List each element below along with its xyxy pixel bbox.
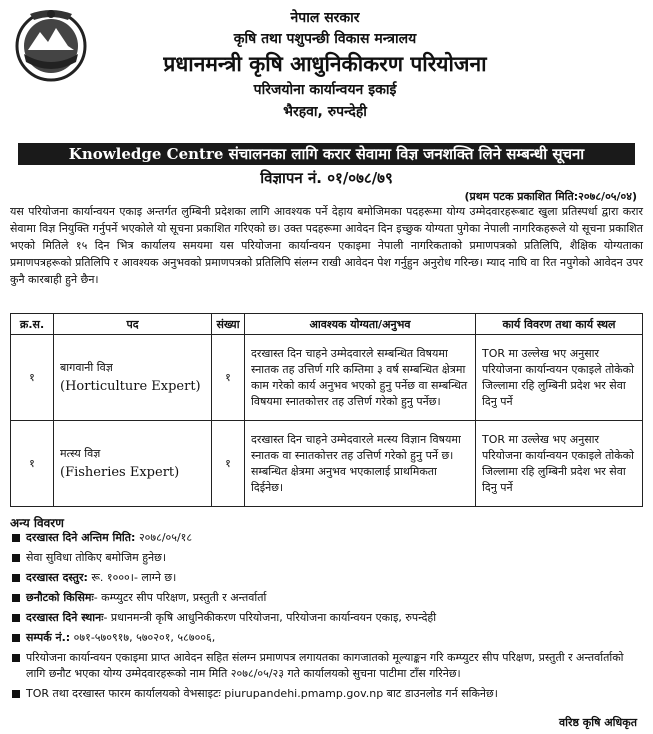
other-details-title: अन्य विवरण (10, 516, 64, 530)
detail-label: दरखास्त दिने स्थानः (26, 611, 104, 624)
table-row (11, 335, 643, 421)
list-item (10, 550, 643, 566)
posts-table (10, 313, 643, 507)
detail-label: छनौटको किसिमः (26, 591, 94, 604)
detail-label: दरखास्त दस्तुर: (26, 571, 88, 584)
header-sn: क्र.स. (11, 314, 54, 335)
row-sn: १ (11, 335, 54, 421)
notice-banner: Knowledge Centre संचालनका लागि करार सेवामा विज्ञ जनशक्ति लिने सम्बन्धी सूचना (18, 143, 635, 165)
row-post (54, 421, 212, 507)
list-item (10, 590, 643, 606)
post-name-en: (Fisheries Expert) (60, 465, 180, 480)
project-title: प्रधानमन्त्री कृषि आधुनिकीकरण परियोजना (163, 52, 487, 76)
ad-number: विज्ञापन नं. ०१/०७८/७९ (260, 169, 393, 187)
row-count: १ (212, 335, 245, 421)
unit-title: परिजयोना कार्यान्वयन इकाई (253, 82, 397, 98)
bullet-square-icon (12, 690, 20, 698)
list-item (10, 630, 643, 646)
bullet-square-icon (12, 614, 20, 622)
detail-label: दरखास्त दिने अन्तिम मिति: (26, 531, 136, 544)
detail-text: परियोजना कार्यान्वयन एकाइमा प्राप्त आवेदन सहित संलग्न प्रमाणपत्र लगायतका कागजातको मूल्याङ्कन गरि कम्प्युटर सीप परिक्षण, प्रस्तुती र अन्तर्वार्ताको लागि छनौट भएका योग्य उम्मेदवारहरूको नाम मिति २०७८/०५/२३ गते कार्यालयको सुचना पाटीमा टाँस गरिनेछ। (26, 651, 624, 680)
row-task: TOR मा उल्लेख भए अनुसार परियोजना कार्यान्वयन एकाइले तोकेको जिल्लामा रहि लुम्बिनी प्रदेश भर सेवा दिनु पर्ने (476, 421, 643, 507)
list-item (10, 570, 643, 586)
row-qualification: दरखास्त दिन चाहने उम्मेदवारले मत्स्य विज्ञान विषयमा स्नातक वा स्नातकोत्तर तह उत्तिर्ण गरेको हुनु पर्ने छ। सम्बन्धित क्षेत्रमा अनुभव भएकालाई प्राथमिकता दिईनेछ। (245, 421, 476, 507)
detail-text: - प्रधानमन्त्री कृषि आधुनिकीकरण परियोजना, परियोजना कार्यान्वयन एकाइ, रुपन्देही (103, 611, 437, 624)
list-item (10, 686, 643, 702)
post-name-en: (Horticulture Expert) (60, 379, 201, 394)
list-item (10, 530, 643, 546)
details-list (10, 530, 643, 706)
bullet-square-icon (12, 634, 20, 642)
detail-text: TOR तथा दरखास्त फारम कार्यालयको वेभसाइटः piurupandehi.pmamp.gov.np बाट डाउनलोड गर्न सकिनेछ। (26, 687, 498, 700)
intro-paragraph: यस परियोजना कार्यान्वयन एकाइ अन्तर्गत लुम्बिनी प्रदेशका लागि आवश्यक पर्ने देहाय बमोजिमका पदहरूमा योग्य उम्मेदवारहरूबाट खुला प्रतिस्पर्धा द्वारा करार सेवामा विज्ञ नियुक्ति गर्नुपर्ने भएकोले यो सूचना प्रकाशित गरिएको छ। उक्त पदहरूमा आवेदन दिन इच्छुक योग्यता पुगेका नेपाली नागरिकहरूले यो सूचना प्रकाशित भएको मितिले १५ दिन भित्र कार्यालय समयमा यस परियोजना कार्यान्वयन एकाइमा नेपाली नागरिकताको प्रमाणपत्रको प्रतिलिपि, शैक्षिक योग्यताका प्रमाणपत्रहरूको प्रतिलिपि र आवश्यक अनुभवको प्रमाणपत्रको प्रतिलिपि संलग्न राखी आवेदन पेश गर्नुहुन अनुरोध गरिन्छ। म्याद नाघि वा रित नपुगेको आवेदन उपर कुनै कारबाही हुने छैन। (10, 205, 643, 286)
header-post: पद (54, 314, 212, 335)
list-item (10, 650, 643, 682)
bullet-square-icon (12, 594, 20, 602)
bullet-square-icon (12, 574, 20, 582)
detail-label: सम्पर्क नं.: (26, 631, 71, 644)
bullet-square-icon (12, 534, 20, 542)
detail-text: सेवा सुविधा तोकिए बमोजिम हुनेछ। (26, 551, 167, 564)
row-sn: १ (11, 421, 54, 507)
post-name: मत्स्य विज्ञ (60, 447, 101, 460)
table-header-row (11, 314, 643, 335)
row-task: TOR मा उल्लेख भए अनुसार परियोजना कार्यान्वयन एकाइले तोकेको जिल्लामा रहि लुम्बिनी प्रदेश भर सेवा दिनु पर्ने (476, 335, 643, 421)
row-post (54, 335, 212, 421)
bullet-square-icon (12, 654, 20, 662)
letterhead (0, 0, 653, 125)
list-item (10, 610, 643, 626)
row-count: १ (212, 421, 245, 507)
detail-text: रू. १०००।- लाग्ने छ। (87, 571, 177, 584)
bullet-square-icon (12, 554, 20, 562)
table-row (11, 421, 643, 507)
detail-text: ०७१-५७०९१७, ५७०२०१, ५८७००६, (70, 631, 216, 644)
location-title: भैरहवा, रुपन्देही (283, 104, 367, 120)
header-task: कार्य विवरण तथा कार्य स्थल (476, 314, 643, 335)
government-title: नेपाल सरकार (290, 10, 360, 26)
signatory-title: वरिष्ठ कृषि अधिकृत (559, 716, 637, 729)
detail-text: - कम्प्युटर सीप परिक्षण, प्रस्तुती र अन्तर्वार्ता (93, 591, 267, 604)
header-count: संख्या (212, 314, 245, 335)
government-emblem-icon (10, 6, 92, 84)
ministry-title: कृषि तथा पशुपन्छी विकास मन्त्रालय (233, 31, 417, 47)
publish-date: (प्रथम पटक प्रकाशित मिति:२०७८/०५/०४) (464, 190, 637, 203)
post-name: बागवानी विज्ञ (60, 361, 113, 374)
row-qualification: दरखास्त दिन चाहने उम्मेदवारले सम्बन्धित विषयमा स्नातक तह उत्तिर्ण गरि कम्तिमा ३ वर्ष सम्बन्धित क्षेत्रमा काम गरेको कार्य अनुभव भएको हुनु पर्नेछ वा सम्बन्धित विषयमा स्नातकोत्तर तह उत्तिर्ण गरेको हुनु पर्नेछ। (245, 335, 476, 421)
detail-text: २०७८/०५/१८ (135, 531, 193, 544)
header-qualification: आवश्यक योग्यता/अनुभव (245, 314, 476, 335)
